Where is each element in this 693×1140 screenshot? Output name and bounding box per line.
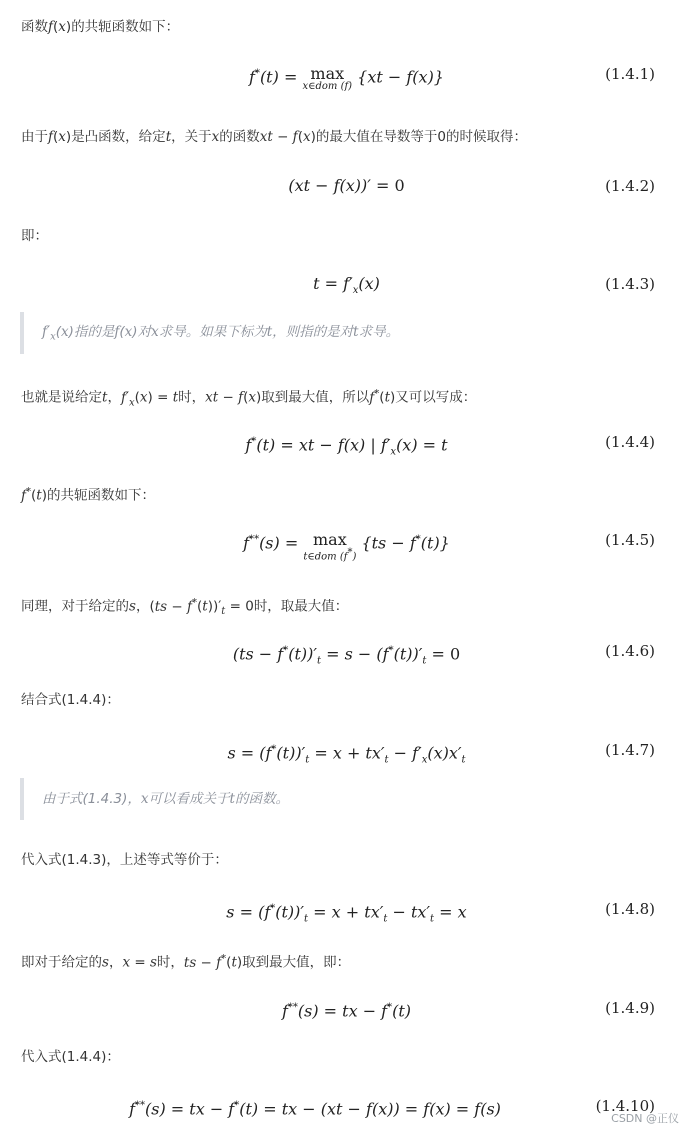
equation-number: (1.4.6) <box>605 642 655 660</box>
equation-number: (1.4.8) <box>605 900 655 918</box>
equation-number: (1.4.9) <box>605 999 655 1017</box>
equation-number: (1.4.2) <box>605 177 655 195</box>
text-rewrite-conjugate: 也就是说给定t，$f'_x(x) = t$时，xt − f(x)取到最大值，所以f*(t)又可以写成： <box>21 388 477 409</box>
equation-number: (1.4.3) <box>605 275 655 293</box>
equation-number: (1.4.10) <box>595 1097 655 1115</box>
text-combine-eq: 结合式(1.4.4)： <box>21 692 120 708</box>
equation-number: (1.4.5) <box>605 531 655 549</box>
blockquote-note-function: 由于式(1.4.3)，x可以看成关于t的函数。 <box>20 778 673 820</box>
text-convex-derivative: 由于f(x)是凸函数，给定t，关于x的函数xt − f(x)的最大值在导数等于0的时候取得： <box>21 129 527 145</box>
equation-number: (1.4.1) <box>605 65 655 83</box>
blockquote-note-derivative: $f'_x(x)$指的是f(x)对x求导。如果下标为t，则指的是对t求导。 <box>20 312 673 354</box>
text-conjugate-of-conjugate: f*(t)的共轭函数如下： <box>21 486 155 504</box>
text-substitute-1-4-4: 代入式(1.4.4)： <box>21 1049 120 1065</box>
equation-number: (1.4.7) <box>605 741 655 759</box>
equation-number: (1.4.4) <box>605 433 655 451</box>
text-given-s-max: 即对于给定的s，x = s时，ts − f*(t)取到最大值，即： <box>21 953 351 971</box>
text-similarly-given-s: 同理，对于给定的s，$(ts - f^*(t))'_t = 0$时，取最大值： <box>21 597 349 618</box>
text-intro-conjugate: 函数f(x)的共轭函数如下： <box>21 19 180 35</box>
csdn-watermark: CSDN @正仪 <box>611 1112 679 1125</box>
text-that-is: 即： <box>21 228 48 244</box>
text-substitute-1-4-3: 代入式(1.4.3)，上述等式等价于： <box>21 852 228 868</box>
